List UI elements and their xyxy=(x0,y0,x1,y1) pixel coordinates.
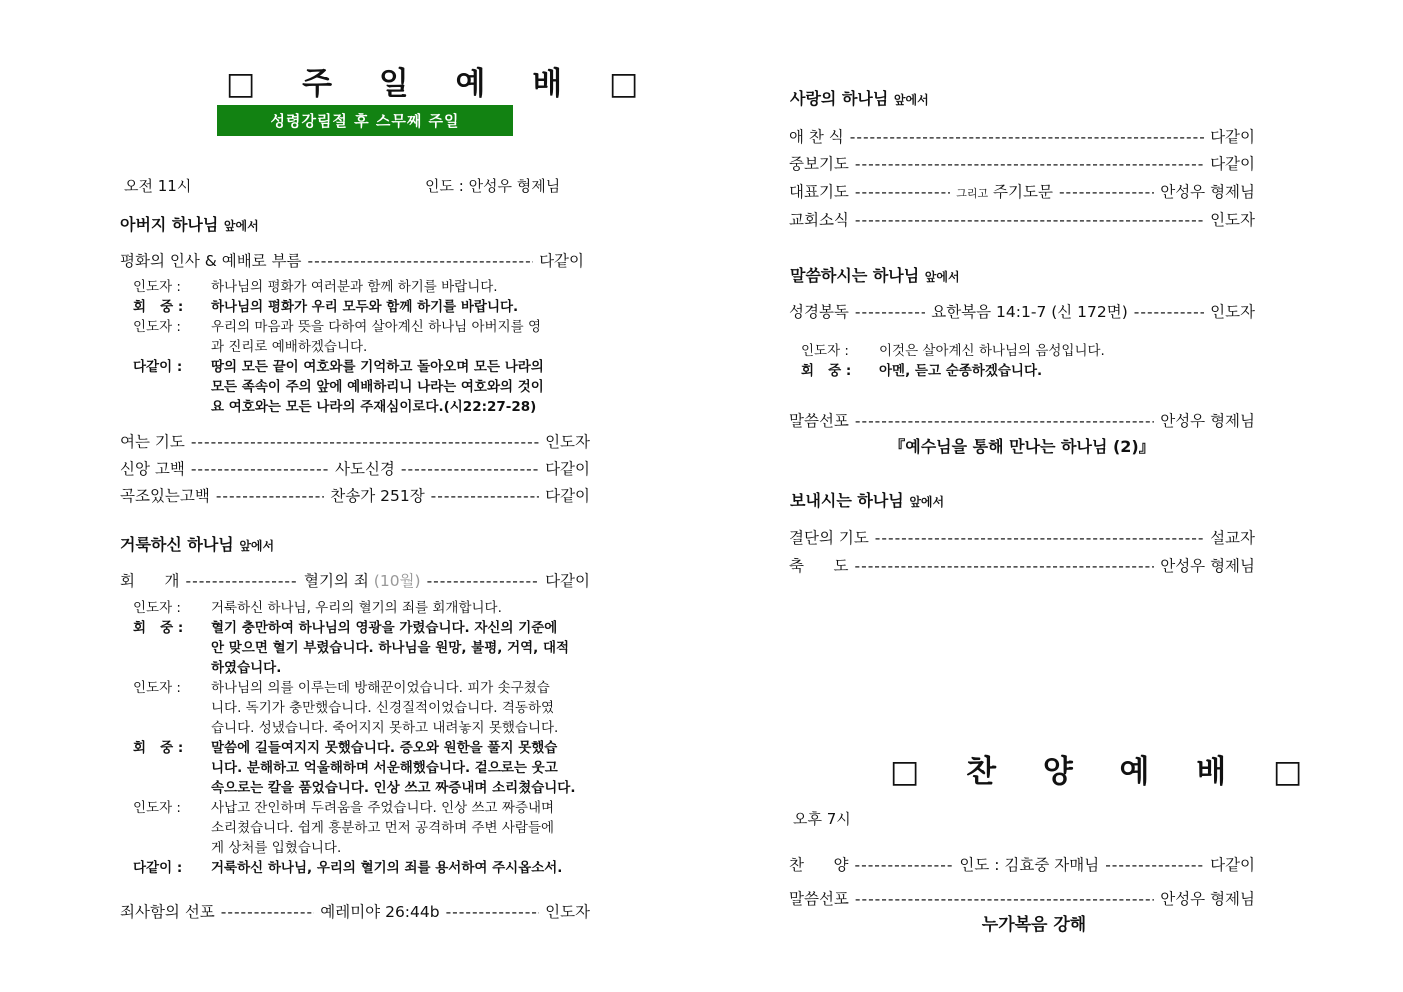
item-label: 결단의 기도 xyxy=(789,529,869,547)
item-right: 다같이 xyxy=(545,460,590,478)
speaker: 회 중 : xyxy=(801,363,852,379)
item-right: 다같이 xyxy=(545,572,590,590)
reading-text: 이것은 살아계신 하나님의 음성입니다. xyxy=(879,343,1105,359)
order-item-sermon-evening xyxy=(789,887,1255,909)
item-right: 인도자 xyxy=(1210,211,1255,229)
item-right: 인도자 xyxy=(545,903,591,921)
service-time: 오전 11시 xyxy=(124,177,192,195)
reading-text: 거룩하신 하나님, 우리의 혈기의 죄를 회개합니다. xyxy=(211,600,502,616)
order-item-benediction xyxy=(789,554,1255,576)
speaker: 인도자 : xyxy=(133,279,181,295)
order-item-reading xyxy=(789,300,1255,322)
item-label: 죄사함의 선포 xyxy=(120,903,215,921)
order-item-praise xyxy=(789,853,1255,875)
item-mid-small: 그리고 xyxy=(956,187,989,200)
item-label: 곡조있는고백 xyxy=(120,487,210,505)
leader-dots xyxy=(308,252,534,270)
section-title: 거룩하신 하나님 xyxy=(120,535,234,554)
leader-dots xyxy=(431,487,539,505)
leader-dots xyxy=(855,412,1154,430)
reading-text: 아멘, 듣고 순종하겠습니다. xyxy=(879,363,1043,379)
reading-text: 하나님의 평화가 여러분과 함께 하기를 바랍니다. xyxy=(211,279,498,295)
service-leader: 인도 : 안성우 형제님 xyxy=(425,177,561,195)
leader-dots xyxy=(855,557,1155,575)
order-item-creed xyxy=(120,457,590,479)
item-mid: 예레미야 26:44b xyxy=(320,903,440,921)
item-label: 교회소식 xyxy=(789,211,849,229)
section-title: 아버지 하나님 xyxy=(120,215,219,234)
item-mid-note: (10월) xyxy=(373,572,421,590)
item-label: 평화의 인사 & 예배로 부름 xyxy=(120,252,302,270)
item-mid: 사도신경 xyxy=(335,460,395,478)
speaker: 인도자 : xyxy=(801,343,849,359)
section-title: 보내시는 하나님 xyxy=(790,491,904,510)
order-item-hymn xyxy=(789,125,1255,147)
responsive-reading-2 xyxy=(121,598,575,878)
section-suffix: 앞에서 xyxy=(924,270,960,284)
service-time-evening: 오후 7시 xyxy=(793,810,851,828)
leader-dots xyxy=(1059,183,1154,201)
reading-text: 땅의 모든 끝이 여호와를 기억하고 돌아오며 모든 나라의 모든 족속이 주의 앞에 예배하리니 나라는 여호와의 것이 요 여호와는 모든 나라의 주재심이로다.(시22:27-28) xyxy=(211,359,544,415)
item-label: 애 찬 식 xyxy=(789,128,844,146)
order-item-intercession xyxy=(789,152,1255,174)
reading-text: 우리의 마음과 뜻을 다하여 살아계신 하나님 아버지를 영 과 진리로 예배하겠습니다. xyxy=(211,319,541,355)
speaker: 다같이 : xyxy=(133,359,183,375)
speaker: 회 중 : xyxy=(133,620,184,636)
subtitle-banner: 성령강림절 후 스무째 주일 xyxy=(217,105,513,136)
item-right: 다같이 xyxy=(1210,128,1255,146)
leader-dots xyxy=(850,128,1204,146)
item-label: 성경봉독 xyxy=(789,303,849,321)
item-right: 설교자 xyxy=(1210,529,1255,547)
speaker: 다같이 : xyxy=(133,860,183,876)
section-suffix: 앞에서 xyxy=(893,93,929,107)
order-item-decision-prayer xyxy=(789,526,1255,548)
item-label: 신앙 고백 xyxy=(120,460,185,478)
leader-dots xyxy=(1105,856,1204,874)
item-right: 안성우 형제님 xyxy=(1160,557,1255,575)
item-label: 말씀선포 xyxy=(789,890,849,908)
item-label: 말씀선포 xyxy=(789,412,849,430)
item-label: 여는 기도 xyxy=(120,433,185,451)
sermon-evening-title: 누가복음 강해 xyxy=(981,915,1087,935)
order-item-greeting xyxy=(120,249,584,271)
leader-dots xyxy=(875,529,1204,547)
reading-text: 혈기 충만하여 하나님의 영광을 가렸습니다. 자신의 기준에 안 맞으면 혈기 부렸습니다. 하나님을 원망, 불평, 거역, 대적 하였습니다. xyxy=(211,620,570,676)
order-item-sermon xyxy=(789,409,1255,431)
leader-dots xyxy=(855,856,954,874)
leader-dots xyxy=(401,460,539,478)
leader-dots xyxy=(1134,303,1204,321)
item-right: 다같이 xyxy=(1210,155,1255,173)
item-right: 다같이 xyxy=(539,252,584,270)
section-heading-love xyxy=(790,86,929,109)
responsive-reading-1 xyxy=(121,277,544,417)
speaker: 인도자 : xyxy=(133,800,181,816)
item-label: 축 도 xyxy=(789,557,849,575)
leader-dots xyxy=(191,460,329,478)
section-suffix: 앞에서 xyxy=(909,495,945,509)
item-mid: 요한복음 14:1-7 (신 172면) xyxy=(931,303,1128,321)
order-item-rep-prayer xyxy=(789,180,1255,202)
item-right: 안성우 형제님 xyxy=(1160,412,1255,430)
sermon-title: 『예수님을 통해 만나는 하나님 (2)』 xyxy=(889,437,1155,456)
item-right: 안성우 형제님 xyxy=(1160,890,1255,908)
leader-dots xyxy=(427,572,540,590)
order-item-news xyxy=(789,208,1255,230)
item-right: 인도자 xyxy=(545,433,590,451)
item-right: 인도자 xyxy=(1210,303,1256,321)
leader-dots xyxy=(855,303,925,321)
leader-dots xyxy=(855,890,1154,908)
section-title: 말씀하시는 하나님 xyxy=(790,266,920,285)
item-mid: 찬송가 251장 xyxy=(330,487,425,505)
leader-dots xyxy=(855,211,1204,229)
leader-dots xyxy=(855,183,950,201)
order-item-repentance xyxy=(120,569,590,591)
section-title: 사랑의 하나님 xyxy=(790,89,889,108)
section-suffix: 앞에서 xyxy=(223,219,259,233)
item-right: 안성우 형제님 xyxy=(1160,183,1255,201)
speaker: 인도자 : xyxy=(133,680,181,696)
speaker: 인도자 : xyxy=(133,319,181,335)
order-item-absolution xyxy=(120,900,590,922)
item-right: 다같이 xyxy=(1210,856,1256,874)
item-right: 다같이 xyxy=(545,487,591,505)
leader-dots xyxy=(855,155,1204,173)
section-suffix: 앞에서 xyxy=(239,539,275,553)
reading-text: 사납고 잔인하며 두려움을 주었습니다. 인상 쓰고 짜증내며 소리쳤습니다. 쉽게 흥분하고 먼저 공격하며 주변 사람들에 게 상처를 입혔습니다. xyxy=(211,800,555,856)
leader-dots xyxy=(446,903,540,921)
reading-text: 말씀에 길들여지지 못했습니다. 증오와 원한을 풀지 못했습 니다. 분해하고 억울해하며 서운해했습니다. 겉으로는 웃고 속으로는 칼을 품었습니다. 인상 쓰고 짜증내며 소리쳤습니다. xyxy=(211,740,576,796)
item-mid: 혈기의 죄 xyxy=(304,572,369,590)
order-item-song-confession xyxy=(120,484,590,506)
reading-text: 거룩하신 하나님, 우리의 혈기의 죄를 용서하여 주시옵소서. xyxy=(211,860,563,876)
section-heading-sending xyxy=(790,488,944,511)
page-title-sunday-worship: □ 주 일 예 배 □ xyxy=(226,66,657,102)
item-label: 찬 양 xyxy=(789,856,849,874)
leader-dots xyxy=(221,903,315,921)
leader-dots xyxy=(191,433,539,451)
item-label: 대표기도 xyxy=(789,183,849,201)
item-label: 중보기도 xyxy=(789,155,849,173)
speaker: 회 중 : xyxy=(133,299,184,315)
page-title-praise-worship: □ 찬 양 예 배 □ xyxy=(890,754,1321,790)
item-mid: 주기도문 xyxy=(993,183,1053,201)
reading-text: 하나님의 평화가 우리 모두와 함께 하기를 바랍니다. xyxy=(211,299,519,315)
item-label: 회 개 xyxy=(120,572,180,590)
section-heading-father xyxy=(120,212,259,235)
section-heading-holy xyxy=(120,532,274,555)
leader-dots xyxy=(216,487,324,505)
speaker: 회 중 : xyxy=(133,740,184,756)
leader-dots xyxy=(186,572,299,590)
section-heading-word xyxy=(790,263,960,286)
speaker: 인도자 : xyxy=(133,600,181,616)
item-mid: 인도 : 김효중 자매님 xyxy=(959,856,1100,874)
order-item-opening-prayer xyxy=(120,430,590,452)
responsive-reading-3 xyxy=(789,341,1105,381)
reading-text: 하나님의 의를 이루는데 방해꾼이었습니다. 피가 솟구쳤습 니다. 독기가 충만했습니다. 신경질적이었습니다. 격동하였 습니다. 성냈습니다. 죽어지지 못하고 내려놓지 못했습니다. xyxy=(211,680,559,736)
